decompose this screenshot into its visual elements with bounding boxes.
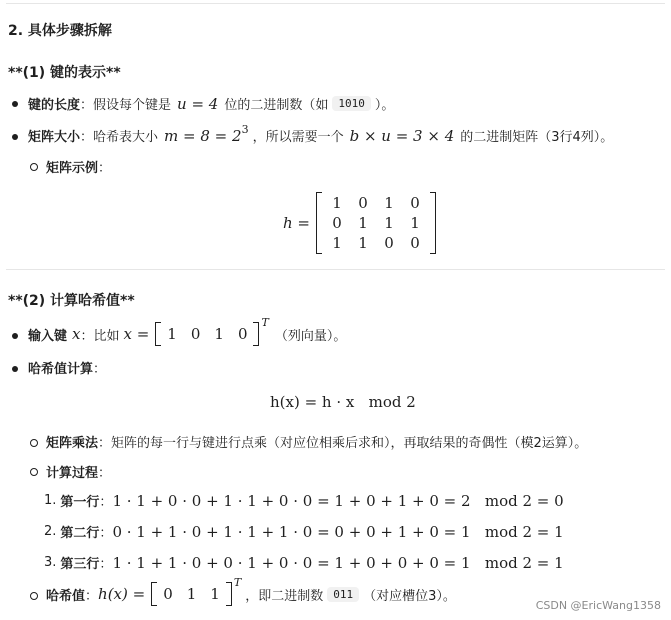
step-number: 1. [44,493,57,508]
input-key-text-a: ：比如 [80,328,120,344]
matrix-example-colon: ： [98,161,112,176]
hash-calc-colon: ： [93,362,107,377]
hash-value-line [46,575,456,606]
watermark: CSDN @EricWang1358 [535,599,661,612]
matrix-cell: 1 [358,234,368,252]
part2-heading: **(2) 计算哈希值** [8,293,135,309]
matrix-cell: 1 [358,214,368,232]
matrix-size-text-c: 的二进制矩阵（3行4列）。 [460,130,614,145]
input-key-math: x [72,325,81,343]
key-length-text-c: ）。 [374,98,395,113]
sub-bullet-circle [30,592,38,600]
input-key-text-b: （列向量）。 [274,328,347,344]
bullet-dot [12,134,18,140]
key-length-label: 键的长度 [28,98,81,113]
key-length-code: 1010 [332,96,371,111]
vector-cell: 1 [214,325,224,343]
matrix-display [283,192,436,254]
step-expr: 1 · 1 + 1 · 0 + 0 · 1 + 0 · 0 = 1 + 0 + 0 + 0 = 1 mod 2 = 1 [112,553,564,572]
input-key-label: 输入键 [28,328,68,344]
matrix-cell: 0 [332,214,342,232]
matrix-cell: 1 [410,214,420,232]
vector-cell: 1 [210,585,220,603]
input-vector-sup: T [261,315,269,329]
matrix-cell: 0 [384,234,394,252]
sub-bullet-circle [30,468,38,476]
matrix-cell: 1 [332,234,342,252]
step-row [44,553,564,572]
step-expr: 1 · 1 + 0 · 0 + 1 · 1 + 0 · 0 = 1 + 0 + 1 + 0 = 2 mod 2 = 0 [112,491,564,510]
key-length-math: u = 4 [177,94,219,113]
step-colon: ： [99,526,113,541]
matrix-size-line [28,123,614,145]
bracket-right [430,192,436,254]
vector-cell: 0 [190,325,201,343]
key-length-text-b: 位的二进制数（如 [224,98,329,113]
matrix-size-label: 矩阵大小 [28,130,81,145]
step-row [44,522,564,541]
bullet-dot [12,101,18,107]
hash-calc-label: 哈希值计算 [28,362,94,377]
part1-heading: **(1) 键的表示** [8,65,121,81]
matrix-grid [322,192,430,254]
vector-cell: 0 [163,585,173,603]
input-key-math-b: x = [123,325,150,343]
hash-formula: h(x) = h · x mod 2 [270,393,416,411]
matrix-example-label: 矩阵示例 [46,161,99,176]
process-line [46,462,111,481]
hash-calc-line [28,358,106,377]
process-label: 计算过程 [46,466,99,481]
matrix-cell: 0 [410,194,420,212]
matrix-cell: 0 [358,194,368,212]
step-row [44,491,564,510]
section-title: 2. 具体步骤拆解 [8,23,112,39]
bullet-dot [12,366,18,372]
hash-value-colon: ： [85,588,99,604]
process-colon: ： [98,466,112,481]
hash-value-text-a: ，即二进制数 [245,588,324,604]
matrix-cell: 1 [384,194,394,212]
matrix-size-text-a: ：哈希表大小 [80,130,159,145]
matrix-h [316,192,436,254]
hash-value-math: h(x) = [98,585,146,603]
input-vector [155,322,259,346]
step-number: 3. [44,555,57,570]
hash-vector [151,582,232,606]
matrix-size-sup: 3 [241,123,249,136]
bullet-dot [12,333,18,339]
hash-value-text-b: （对应槽位3）。 [363,588,456,604]
step-colon: ： [99,495,113,510]
hash-value-label: 哈希值 [46,588,86,604]
step-label: 第三行 [60,557,100,572]
sub-bullet-circle [30,439,38,447]
matmul-label: 矩阵乘法 [46,436,99,451]
matmul-line [46,432,587,451]
step-number: 2. [44,524,57,539]
matrix-size-text-b: ，所以需要一个 [252,130,344,145]
vector-cell: 0 [237,325,248,343]
matmul-text: ：矩阵的每一行与键进行点乘（对应位相乘后求和），再取结果的奇偶性（模2运算）。 [98,436,588,451]
sub-bullet-circle [30,163,38,171]
matrix-example-line [46,157,111,176]
matrix-cell: 0 [410,234,420,252]
key-length-text-a: ：假设每个键是 [80,98,172,113]
top-divider [6,3,665,4]
hash-vector-sup: T [233,575,242,589]
step-colon: ： [99,557,113,572]
matrix-size-math-a: m = 8 = 2 [164,126,242,145]
step-label: 第二行 [60,526,100,541]
section-divider [6,269,665,270]
matrix-cell: 1 [384,214,394,232]
hash-value-code: 011 [327,587,359,602]
vector-cell: 1 [186,585,197,603]
key-length-line [28,94,394,113]
matrix-lhs: h = [283,214,310,232]
matrix-size-math-b: b × u = 3 × 4 [349,126,455,145]
vector-cell: 1 [167,325,177,343]
matrix-cell: 1 [332,194,342,212]
step-label: 第一行 [60,495,100,510]
step-expr: 0 · 1 + 1 · 0 + 1 · 1 + 1 · 0 = 0 + 0 + 1 + 0 = 1 mod 2 = 1 [112,522,564,541]
input-key-line [28,315,347,346]
